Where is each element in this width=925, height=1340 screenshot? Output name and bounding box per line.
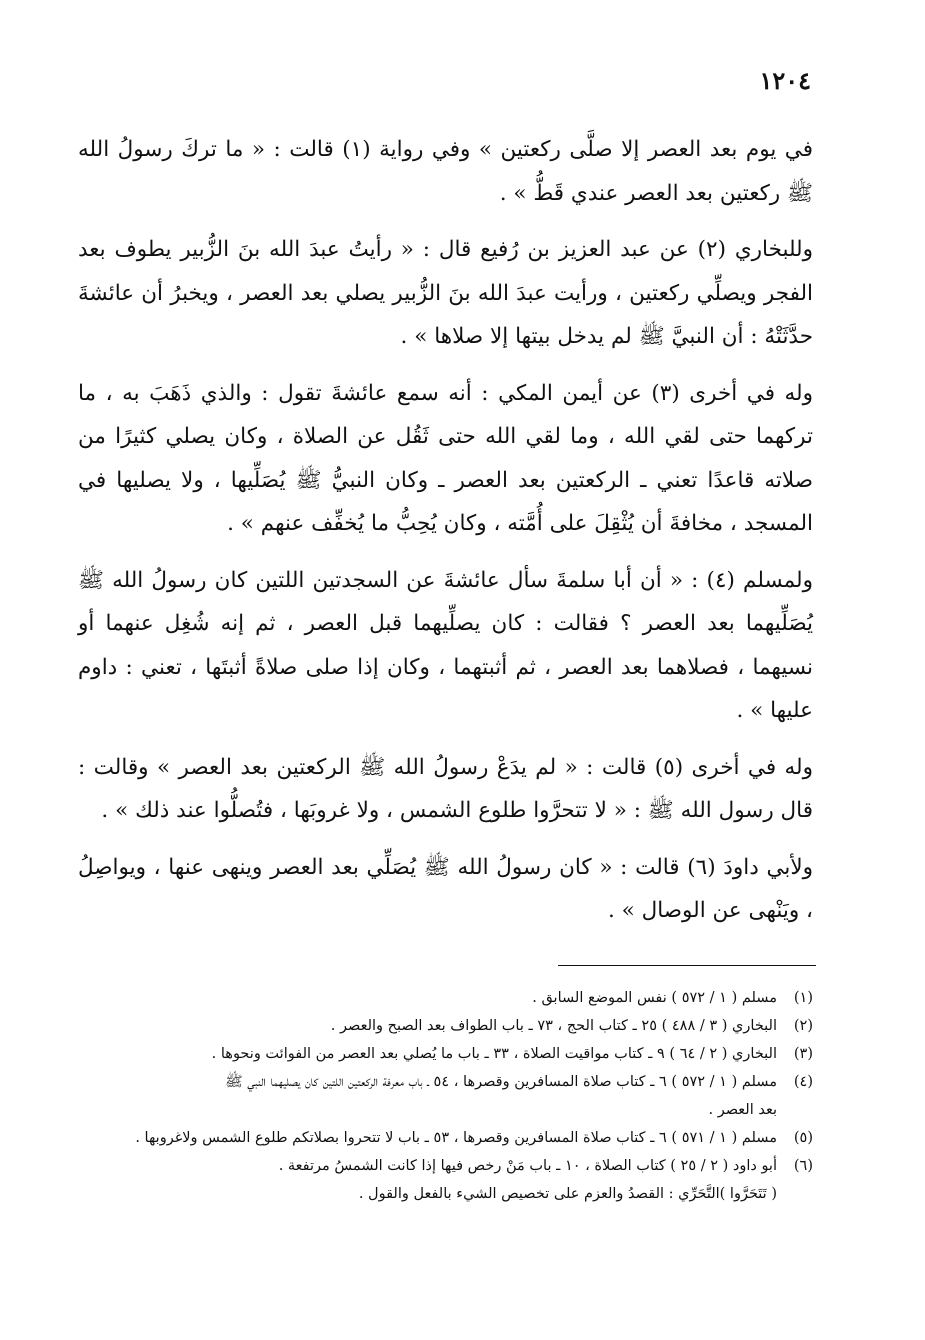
paragraph: وله في أخرى (٣) عن أيمن المكي : أنه سمع عائشةَ تقول : والذي ذَهَبَ به ، ما تركهما حتى لقي الله ، وما لقي الله حتى ثَقُل عن الصلاة ، وكان يصلي كثيرًا من صلاته قاعدًا تعني ـ الركعتين بعد العصر ـ وكان النبيُّ ﷺ يُصَلِّيها ، ولا يصليها في المسجد ، مخافةَ أن يُثْقِلَ على أُمَّته ، وكان يُحِبُّ ما يُخفِّف عنهم » . <box>78 380 813 536</box>
footnote-text: البخاري ( ٢ / ٦٤ ) ٩ ـ كتاب مواقيت الصلاة ، ٣٣ ـ باب ما يُصلي بعد العصر من الفوائت ونحوها . <box>211 1046 777 1062</box>
paragraph: وللبخاري (٢) عن عبد العزيز بن رُفيع قال : « رأيتُ عبدَ الله بنَ الزُّبير يطوف بعد الفجر ويصلِّي ركعتين ، ورأيت عبدَ الله بنَ الزُّبير يصلي بعد العصر ، ويخبرُ أن عائشةَ حدَّثَتْهُ : أن النبيَّ ﷺ لم يدخل بيتها إلا صلاها » . <box>78 237 813 349</box>
paragraph: ولمسلم (٤) : « أن أبا سلمةَ سأل عائشةَ عن السجدتين اللتين كان رسولُ الله ﷺ يُصَلِّيهما بعد العصر ؟ فقالت : كان يصلِّيهما قبل العصر ، ثم إنه شُغِل عنهما أو نسيهما ، فصلاهما بعد العصر ، ثم أثبتهما ، وكان إذا صلى صلاةً أثبتَها ، تعني : داوم عليها » . <box>78 567 813 723</box>
footnote-separator <box>558 965 816 966</box>
paragraph: في يوم بعد العصر إلا صلَّى ركعتين » وفي رواية (١) قالت : « ما تركَ رسولُ الله ﷺ ركعتين بعد العصر عندي قَطُّ » . <box>78 137 813 206</box>
footnote-text: البخاري ( ٣ / ٤٨٨ ) ٢٥ ـ كتاب الحج ، ٧٣ ـ باب الطواف بعد الصبح والعصر . <box>330 1018 777 1034</box>
footnote <box>78 1152 813 1180</box>
main-text <box>78 128 813 946</box>
footnotes <box>78 984 813 1208</box>
definition-note: ( تَتَحَرَّوا )التَّحَرِّي : القصدُ والعزم على تخصيص الشيء بالفعل والقول . <box>358 1186 777 1202</box>
footnote-text: مسلم ( ١ / ٥٧٢ ) ٦ ـ كتاب صلاة المسافرين وقصرها ، ٥٤ ـ باب معرفة الركعتين اللتين كان يصليهما النبي ﷺ <box>225 1074 777 1090</box>
footnote-text: مسلم ( ١ / ٥٧٢ ) نفس الموضع السابق . <box>532 990 777 1006</box>
footnote-number: (٤) <box>793 1074 813 1090</box>
footnote-number: (٣) <box>793 1046 813 1062</box>
footnote <box>78 1124 813 1152</box>
footnote <box>78 1012 813 1040</box>
paragraph: وله في أخرى (٥) قالت : « لم يدَعْ رسولُ الله ﷺ الركعتين بعد العصر » وقالت : قال رسول الله ﷺ : « لا تتحرَّوا طلوع الشمس ، ولا غروبَها ، فتُصلُّوا عند ذلك » . <box>78 754 813 823</box>
footnote-number: (٦) <box>793 1158 813 1174</box>
footnote-number: (٢) <box>793 1018 813 1034</box>
footnote-number: (١) <box>793 990 813 1006</box>
page-number: ١٢٠٤ <box>759 66 811 95</box>
footnote-number: (٥) <box>793 1130 813 1146</box>
footnote-text: أبو داود ( ٢ / ٢٥ ) كتاب الصلاة ، ١٠ ـ باب مَنْ رخص فيها إذا كانت الشمسُ مرتفعة . <box>278 1158 777 1174</box>
footnote-text-continued: بعد العصر . <box>708 1102 777 1118</box>
footnote-text: مسلم ( ١ / ٥٧١ ) ٦ ـ كتاب صلاة المسافرين وقصرها ، ٥٣ ـ باب لا تتحروا بصلاتكم طلوع الشمس ولاغروبها . <box>135 1130 777 1146</box>
paragraph: ولأبي داودَ (٦) قالت : « كان رسولُ الله ﷺ يُصَلِّي بعد العصر وينهى عنها ، ويواصِلُ ، ويَنْهى عن الوصال » . <box>78 854 813 923</box>
footnote <box>78 1068 813 1124</box>
footnote <box>78 984 813 1012</box>
footnote <box>78 1040 813 1068</box>
